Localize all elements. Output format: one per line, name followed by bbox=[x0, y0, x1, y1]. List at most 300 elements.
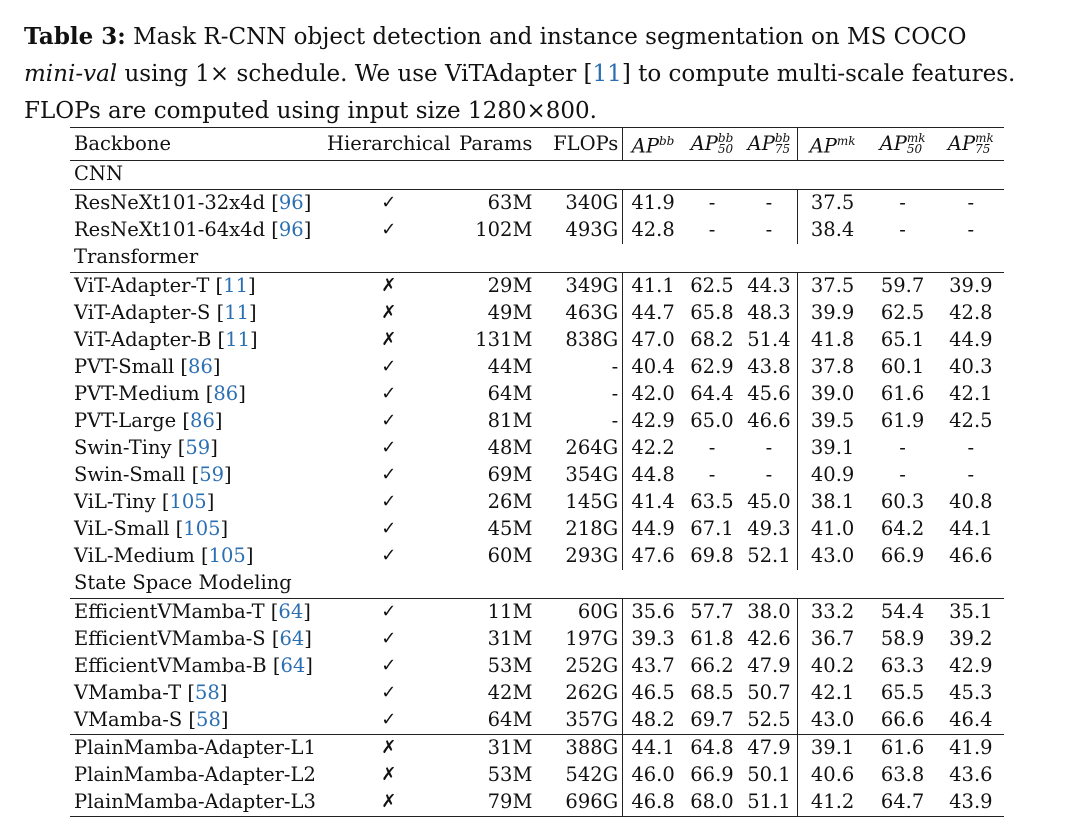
backbone-cell: ResNeXt101-64x4d [96] bbox=[74, 218, 312, 241]
table-row bbox=[70, 462, 1004, 489]
ap-mk-cell: 40.6 bbox=[797, 762, 867, 789]
table-row bbox=[70, 435, 1004, 462]
ap75-bb-cell: - bbox=[765, 436, 773, 459]
ap75-mk-cell: 42.9 bbox=[949, 654, 993, 677]
hier-cell: ✓ bbox=[381, 518, 397, 539]
ap50-mk-cell: 59.7 bbox=[867, 272, 937, 300]
backbone-cell: VMamba-T [58] bbox=[74, 681, 228, 704]
ap-bb-cell: 44.9 bbox=[623, 516, 683, 543]
citation-link[interactable]: 64 bbox=[280, 654, 306, 677]
ap75-mk-cell: 35.1 bbox=[938, 598, 1004, 626]
hier-cell: ✓ bbox=[381, 356, 397, 377]
caption-line-3 bbox=[24, 93, 1064, 130]
citation-link[interactable]: 58 bbox=[195, 681, 220, 704]
params-cell: 63M bbox=[455, 189, 537, 217]
ap75-mk-cell: 46.4 bbox=[949, 708, 993, 731]
ap75-mk-cell: 44.1 bbox=[949, 517, 993, 540]
ap-bb-cell: 40.4 bbox=[623, 354, 683, 381]
ap50-mk-cell: 64.2 bbox=[880, 517, 925, 540]
ap75-mk-cell: 43.9 bbox=[938, 789, 1004, 817]
header-hierarchical: Hierarchical bbox=[323, 128, 455, 161]
params-cell: 45M bbox=[487, 517, 533, 540]
ap50-bb-cell: 69.7 bbox=[690, 708, 734, 731]
ap50-mk-cell: 64.7 bbox=[867, 789, 937, 817]
ap50-bb-cell: - bbox=[708, 218, 716, 241]
table-row bbox=[70, 734, 1004, 762]
backbone-name: PlainMamba-Adapter-L1 bbox=[74, 736, 316, 759]
caption-label: Table 3: bbox=[24, 23, 126, 50]
ap50-bb-cell: 65.8 bbox=[690, 301, 734, 324]
flops-cell: 60G bbox=[536, 598, 622, 626]
caption-italic: mini-val bbox=[24, 61, 118, 87]
table-row bbox=[70, 626, 1004, 653]
ap-bb-cell: 44.7 bbox=[623, 300, 683, 327]
ap75-mk-cell: - bbox=[967, 463, 975, 486]
ap50-mk-cell: - bbox=[899, 218, 906, 241]
ap50-bb-cell: 64.4 bbox=[690, 382, 734, 405]
flops-cell: - bbox=[611, 355, 619, 378]
citation-link[interactable]: 11 bbox=[224, 301, 250, 324]
ap-mk-cell: 37.8 bbox=[797, 354, 867, 381]
ap50-mk-cell: 60.3 bbox=[880, 490, 925, 513]
table-row bbox=[70, 707, 1004, 735]
flops-cell: 542G bbox=[565, 763, 619, 786]
backbone-cell: ResNeXt101-32x4d [96] bbox=[70, 189, 323, 217]
table-caption bbox=[24, 18, 1064, 130]
flops-cell: 340G bbox=[536, 189, 622, 217]
citation-link[interactable]: 86 bbox=[190, 409, 215, 432]
citation-link[interactable]: 105 bbox=[183, 517, 221, 540]
hier-cell: ✓ bbox=[381, 219, 397, 240]
ap75-mk-cell: 39.2 bbox=[949, 627, 993, 650]
params-cell: 11M bbox=[455, 598, 537, 626]
caption-text-2b: ] to compute multi-scale features. bbox=[621, 61, 1016, 87]
section-header-row bbox=[70, 160, 1004, 189]
flops-cell: 264G bbox=[565, 436, 619, 459]
ap-mk-cell: 39.9 bbox=[797, 300, 867, 327]
ap-mk-cell: 39.0 bbox=[797, 381, 867, 408]
backbone-cell: ViL-Medium [105] bbox=[74, 544, 254, 567]
ap-bb-cell: 44.1 bbox=[623, 734, 683, 762]
ap-bb-cell: 48.2 bbox=[623, 707, 683, 735]
citation-link[interactable]: 96 bbox=[278, 218, 304, 241]
ap-mk-cell: 33.2 bbox=[797, 598, 867, 626]
table-row bbox=[70, 516, 1004, 543]
ap75-bb-cell: - bbox=[765, 218, 773, 241]
ap75-bb-cell: 50.7 bbox=[747, 681, 791, 704]
table-row bbox=[70, 762, 1004, 789]
ap-bb-cell: 41.9 bbox=[623, 189, 683, 217]
caption-line-2 bbox=[24, 56, 1064, 93]
header-ap75-bb: APbb 75 bbox=[741, 128, 797, 161]
ap50-bb-cell: 62.5 bbox=[683, 272, 741, 300]
ap75-mk-cell: 42.1 bbox=[949, 382, 993, 405]
header-ap-mk: $AP^{mk}$ bbox=[797, 128, 867, 161]
header-ap75-mk: APmk 75 bbox=[938, 128, 1004, 161]
backbone-cell: Swin-Tiny [59] bbox=[74, 436, 218, 459]
params-cell: 31M bbox=[455, 734, 537, 762]
hier-cell: ✓ bbox=[381, 545, 397, 566]
ap75-mk-cell: 40.8 bbox=[949, 490, 993, 513]
hier-cell: ✓ bbox=[323, 598, 455, 626]
ap75-bb-cell: 43.8 bbox=[747, 355, 791, 378]
hier-cell: ✗ bbox=[323, 734, 455, 762]
citation-link[interactable]: 59 bbox=[199, 463, 225, 486]
flops-cell: 838G bbox=[565, 328, 619, 351]
ap75-bb-cell: 46.6 bbox=[747, 409, 791, 432]
citation-link[interactable]: 105 bbox=[169, 490, 207, 513]
ap-mk-cell: 39.1 bbox=[797, 734, 867, 762]
ap-bb-cell: 43.7 bbox=[623, 653, 683, 680]
ap-bb-cell: 46.0 bbox=[623, 762, 683, 789]
hier-cell: ✓ bbox=[381, 491, 397, 512]
ap50-mk-cell: 54.4 bbox=[867, 598, 937, 626]
params-cell: 60M bbox=[487, 544, 533, 567]
backbone-name: PlainMamba-Adapter-L2 bbox=[74, 763, 316, 786]
params-cell: 53M bbox=[487, 654, 533, 677]
table-row bbox=[70, 189, 1004, 217]
ap-mk-cell: 38.1 bbox=[797, 489, 867, 516]
citation-link[interactable]: 86 bbox=[188, 355, 213, 378]
backbone-name: PlainMamba-Adapter-L3 bbox=[74, 790, 316, 813]
table-row bbox=[70, 300, 1004, 327]
backbone-name: VMamba-S bbox=[74, 708, 183, 731]
flops-cell: - bbox=[611, 409, 619, 432]
ap75-bb-cell: 51.1 bbox=[741, 789, 797, 817]
ap75-mk-cell: 43.6 bbox=[949, 763, 993, 786]
ap75-mk-cell: 44.9 bbox=[949, 328, 993, 351]
ap-bb-cell: 41.1 bbox=[623, 272, 683, 300]
ap75-mk-cell: 42.5 bbox=[949, 409, 993, 432]
ap-bb-cell: 42.0 bbox=[623, 381, 683, 408]
params-cell: 26M bbox=[487, 490, 533, 513]
backbone-cell: EfficientVMamba-B [64] bbox=[74, 654, 313, 677]
caption-line-1 bbox=[24, 18, 1064, 56]
ap50-mk-cell: 63.8 bbox=[880, 763, 925, 786]
ap-bb-cell: 41.4 bbox=[623, 489, 683, 516]
backbone-name: ViT-Adapter-T bbox=[74, 274, 210, 297]
ap-mk-cell: 36.7 bbox=[797, 626, 867, 653]
backbone-name: ViL-Small bbox=[74, 517, 170, 540]
ap50-mk-cell: 65.1 bbox=[880, 328, 925, 351]
params-cell: 69M bbox=[487, 463, 533, 486]
backbone-cell: ViT-Adapter-S [11] bbox=[74, 301, 257, 324]
ap75-bb-cell: 52.5 bbox=[747, 708, 791, 731]
ap75-mk-cell: 40.3 bbox=[949, 355, 993, 378]
backbone-name: ViT-Adapter-S bbox=[74, 301, 211, 324]
table-row bbox=[70, 543, 1004, 570]
ap50-mk-cell: 66.9 bbox=[880, 544, 925, 567]
ap-bb-cell: 44.8 bbox=[623, 462, 683, 489]
backbone-cell: EfficientVMamba-T [64] bbox=[70, 598, 323, 626]
hier-cell: ✓ bbox=[381, 437, 397, 458]
table-row bbox=[70, 489, 1004, 516]
hier-cell: ✓ bbox=[381, 410, 397, 431]
backbone-name: ViL-Tiny bbox=[74, 490, 156, 513]
ap-mk-cell: 41.2 bbox=[797, 789, 867, 817]
ap75-bb-cell: 44.3 bbox=[741, 272, 797, 300]
hier-cell: ✓ bbox=[381, 655, 397, 676]
ap50-bb-cell: - bbox=[708, 436, 716, 459]
ap75-mk-cell: 46.6 bbox=[949, 544, 993, 567]
backbone-cell: PVT-Small [86] bbox=[74, 355, 221, 378]
hier-cell: ✓ bbox=[381, 709, 397, 730]
hier-cell: ✓ bbox=[381, 464, 397, 485]
ap75-mk-cell: 41.9 bbox=[938, 734, 1004, 762]
header-params: Params bbox=[455, 128, 537, 161]
ap-mk-cell: 41.8 bbox=[797, 327, 867, 354]
hier-cell: ✗ bbox=[323, 272, 455, 300]
header-backbone: Backbone bbox=[70, 128, 323, 161]
ap50-mk-cell: - bbox=[867, 189, 937, 217]
backbone-name: ResNeXt101-64x4d bbox=[74, 218, 266, 241]
citation-link[interactable]: 58 bbox=[196, 708, 221, 731]
ap50-bb-cell: 62.9 bbox=[690, 355, 734, 378]
backbone-cell: ViT-Adapter-B [11] bbox=[74, 328, 258, 351]
flops-cell: 349G bbox=[536, 272, 622, 300]
citation-link[interactable]: 11 bbox=[225, 328, 250, 351]
flops-cell: 252G bbox=[565, 654, 619, 677]
ap-mk-cell: 37.5 bbox=[797, 189, 867, 217]
ap50-mk-cell: 63.3 bbox=[880, 654, 925, 677]
ap-mk-cell: 39.1 bbox=[797, 435, 867, 462]
params-cell: 48M bbox=[487, 436, 533, 459]
ap50-bb-cell: 69.8 bbox=[690, 544, 734, 567]
backbone-cell: ViL-Small [105] bbox=[74, 517, 229, 540]
header-ap-bb: $AP^{bb}$ bbox=[623, 128, 683, 161]
flops-cell: 218G bbox=[565, 517, 619, 540]
flops-cell: 354G bbox=[565, 463, 619, 486]
flops-cell: 357G bbox=[565, 708, 619, 731]
ap50-mk-cell: 66.6 bbox=[880, 708, 925, 731]
backbone-name: EfficientVMamba-T bbox=[74, 600, 265, 623]
ap50-mk-cell: 58.9 bbox=[880, 627, 925, 650]
ap75-bb-cell: 51.4 bbox=[747, 328, 791, 351]
ap-bb-cell: 46.5 bbox=[623, 680, 683, 707]
backbone-cell bbox=[70, 762, 323, 789]
hier-cell: ✗ bbox=[323, 789, 455, 817]
params-cell: 64M bbox=[487, 382, 533, 405]
caption-citation-link[interactable]: 11 bbox=[592, 61, 622, 87]
ap75-bb-cell: 52.1 bbox=[747, 544, 791, 567]
ap50-bb-cell: 65.0 bbox=[690, 409, 734, 432]
ap50-bb-cell: 68.5 bbox=[690, 681, 734, 704]
table-row bbox=[70, 789, 1004, 817]
hier-cell: ✗ bbox=[381, 329, 397, 350]
ap75-bb-cell: 38.0 bbox=[741, 598, 797, 626]
flops-cell: 262G bbox=[565, 681, 619, 704]
ap-mk-cell: 40.9 bbox=[797, 462, 867, 489]
params-cell: 79M bbox=[455, 789, 537, 817]
hier-cell: ✗ bbox=[381, 302, 397, 323]
ap-bb-cell: 47.0 bbox=[623, 327, 683, 354]
ap75-mk-cell: - bbox=[938, 189, 1004, 217]
params-cell: 44M bbox=[487, 355, 533, 378]
params-cell: 102M bbox=[475, 218, 533, 241]
params-cell: 49M bbox=[487, 301, 533, 324]
params-cell: 64M bbox=[487, 708, 533, 731]
ap-bb-cell: 42.2 bbox=[623, 435, 683, 462]
citation-link[interactable]: 105 bbox=[208, 544, 246, 567]
backbone-cell: ViT-Adapter-T [11] bbox=[70, 272, 323, 300]
params-cell: 29M bbox=[455, 272, 537, 300]
params-cell: 81M bbox=[487, 409, 533, 432]
citation-link[interactable]: 64 bbox=[278, 600, 304, 623]
table-body bbox=[70, 160, 1004, 816]
backbone-cell bbox=[70, 734, 323, 762]
hier-cell: ✓ bbox=[381, 682, 397, 703]
ap75-bb-cell: 45.0 bbox=[747, 490, 791, 513]
backbone-cell: ViL-Tiny [105] bbox=[74, 490, 215, 513]
flops-cell: 696G bbox=[536, 789, 622, 817]
ap75-bb-cell: 49.3 bbox=[747, 517, 791, 540]
ap-mk-cell: 40.2 bbox=[797, 653, 867, 680]
ap50-mk-cell: - bbox=[899, 463, 906, 486]
ap-mk-cell: 37.5 bbox=[797, 272, 867, 300]
citation-link[interactable]: 11 bbox=[223, 274, 248, 297]
backbone-cell: EfficientVMamba-S [64] bbox=[74, 627, 312, 650]
ap75-bb-cell: 45.6 bbox=[747, 382, 791, 405]
ap75-mk-cell: - bbox=[967, 436, 975, 459]
flops-cell: 293G bbox=[565, 544, 619, 567]
table-row bbox=[70, 408, 1004, 435]
backbone-cell: Swin-Small [59] bbox=[74, 463, 232, 486]
caption-text-2a: using 1× schedule. We use ViTAdapter [ bbox=[117, 61, 593, 87]
ap50-bb-cell: 68.0 bbox=[683, 789, 741, 817]
table-row bbox=[70, 217, 1004, 244]
ap50-bb-cell: 67.1 bbox=[690, 517, 734, 540]
hier-cell: ✓ bbox=[381, 628, 397, 649]
backbone-name: EfficientVMamba-S bbox=[74, 627, 266, 650]
flops-cell: 463G bbox=[565, 301, 619, 324]
backbone-cell bbox=[70, 789, 323, 817]
table-row bbox=[70, 680, 1004, 707]
ap50-mk-cell: 61.6 bbox=[867, 734, 937, 762]
caption-text-1: Mask R-CNN object detection and instance segmentation on MS COCO bbox=[133, 24, 967, 50]
ap50-bb-cell: - bbox=[708, 463, 716, 486]
params-cell: 31M bbox=[487, 627, 533, 650]
table-row bbox=[70, 598, 1004, 626]
ap-bb-cell: 46.8 bbox=[623, 789, 683, 817]
table-row bbox=[70, 354, 1004, 381]
flops-cell: 388G bbox=[536, 734, 622, 762]
backbone-name: ViL-Medium bbox=[74, 544, 195, 567]
backbone-name: Swin-Small bbox=[74, 463, 186, 486]
section-title: Transformer bbox=[74, 245, 199, 268]
backbone-cell: PVT-Large [86] bbox=[74, 409, 223, 432]
ap-bb-cell: 42.8 bbox=[623, 217, 683, 244]
backbone-cell: VMamba-S [58] bbox=[74, 708, 229, 731]
ap-mk-cell: 43.0 bbox=[797, 543, 867, 570]
section-title: State Space Modeling bbox=[74, 571, 292, 594]
ap50-mk-cell: 61.6 bbox=[880, 382, 925, 405]
citation-link[interactable]: 86 bbox=[213, 382, 239, 405]
ap-bb-cell: 39.3 bbox=[623, 626, 683, 653]
backbone-name: PVT-Small bbox=[74, 355, 175, 378]
ap75-bb-cell: - bbox=[741, 189, 797, 217]
flops-cell: - bbox=[611, 382, 619, 405]
hier-cell: ✓ bbox=[381, 383, 397, 404]
backbone-name: Swin-Tiny bbox=[74, 436, 172, 459]
ap50-bb-cell: 63.5 bbox=[690, 490, 734, 513]
backbone-name: ResNeXt101-32x4d bbox=[74, 191, 266, 214]
section-header-row bbox=[70, 570, 1004, 599]
hier-cell: ✓ bbox=[323, 189, 455, 217]
ap75-bb-cell: 47.9 bbox=[741, 734, 797, 762]
ap-mk-cell: 43.0 bbox=[797, 707, 867, 735]
backbone-name: PVT-Large bbox=[74, 409, 177, 432]
ap50-mk-cell: 65.5 bbox=[880, 681, 925, 704]
backbone-name: ViT-Adapter-B bbox=[74, 328, 212, 351]
ap50-bb-cell: 57.7 bbox=[683, 598, 741, 626]
table-row bbox=[70, 327, 1004, 354]
citation-link[interactable]: 64 bbox=[279, 627, 305, 650]
ap75-mk-cell: 42.8 bbox=[949, 301, 993, 324]
citation-link[interactable]: 59 bbox=[185, 436, 211, 459]
ap-mk-cell: 41.0 bbox=[797, 516, 867, 543]
params-cell: 53M bbox=[487, 763, 533, 786]
table-row bbox=[70, 381, 1004, 408]
table-row bbox=[70, 272, 1004, 300]
backbone-name: PVT-Medium bbox=[74, 382, 200, 405]
ap50-bb-cell: 68.2 bbox=[690, 328, 734, 351]
ap-bb-cell: 42.9 bbox=[623, 408, 683, 435]
ap50-mk-cell: 62.5 bbox=[880, 301, 925, 324]
results-table bbox=[70, 127, 1004, 817]
ap75-bb-cell: 47.9 bbox=[747, 654, 791, 677]
ap75-bb-cell: - bbox=[765, 463, 773, 486]
header-flops: FLOPs bbox=[536, 128, 622, 161]
ap75-mk-cell: - bbox=[967, 218, 975, 241]
ap50-bb-cell: 66.2 bbox=[690, 654, 734, 677]
backbone-cell: PVT-Medium [86] bbox=[74, 382, 246, 405]
hier-cell: ✗ bbox=[381, 764, 397, 785]
backbone-name: VMamba-T bbox=[74, 681, 182, 704]
ap-mk-cell: 38.4 bbox=[797, 217, 867, 244]
ap-mk-cell: 39.5 bbox=[797, 408, 867, 435]
ap-bb-cell: 35.6 bbox=[623, 598, 683, 626]
ap-mk-cell: 42.1 bbox=[797, 680, 867, 707]
ap50-mk-cell: - bbox=[899, 436, 906, 459]
ap50-mk-cell: 60.1 bbox=[880, 355, 925, 378]
ap50-bb-cell: 66.9 bbox=[690, 763, 734, 786]
ap75-bb-cell: 48.3 bbox=[747, 301, 791, 324]
table-row bbox=[70, 653, 1004, 680]
ap75-mk-cell: 45.3 bbox=[949, 681, 993, 704]
flops-cell: 145G bbox=[565, 490, 619, 513]
params-cell: 131M bbox=[475, 328, 533, 351]
ap50-mk-cell: 61.9 bbox=[880, 409, 925, 432]
table-header bbox=[70, 128, 1004, 161]
header-ap50-mk: APmk 50 bbox=[867, 128, 937, 161]
flops-cell: 493G bbox=[565, 218, 619, 241]
ap50-bb-cell: - bbox=[683, 189, 741, 217]
ap50-bb-cell: 61.8 bbox=[690, 627, 734, 650]
ap50-bb-cell: 64.8 bbox=[683, 734, 741, 762]
ap75-bb-cell: 42.6 bbox=[747, 627, 791, 650]
backbone-name: EfficientVMamba-B bbox=[74, 654, 267, 677]
ap75-mk-cell: 39.9 bbox=[938, 272, 1004, 300]
ap-bb-cell: 47.6 bbox=[623, 543, 683, 570]
ap75-bb-cell: 50.1 bbox=[747, 763, 791, 786]
citation-link[interactable]: 96 bbox=[278, 191, 304, 214]
params-cell: 42M bbox=[487, 681, 533, 704]
section-title: CNN bbox=[74, 162, 124, 185]
flops-cell: 197G bbox=[565, 627, 619, 650]
section-header-row bbox=[70, 244, 1004, 273]
caption-text-3: FLOPs are computed using input size 1280×800. bbox=[24, 98, 597, 124]
header-ap50-bb: APbb 50 bbox=[683, 128, 741, 161]
